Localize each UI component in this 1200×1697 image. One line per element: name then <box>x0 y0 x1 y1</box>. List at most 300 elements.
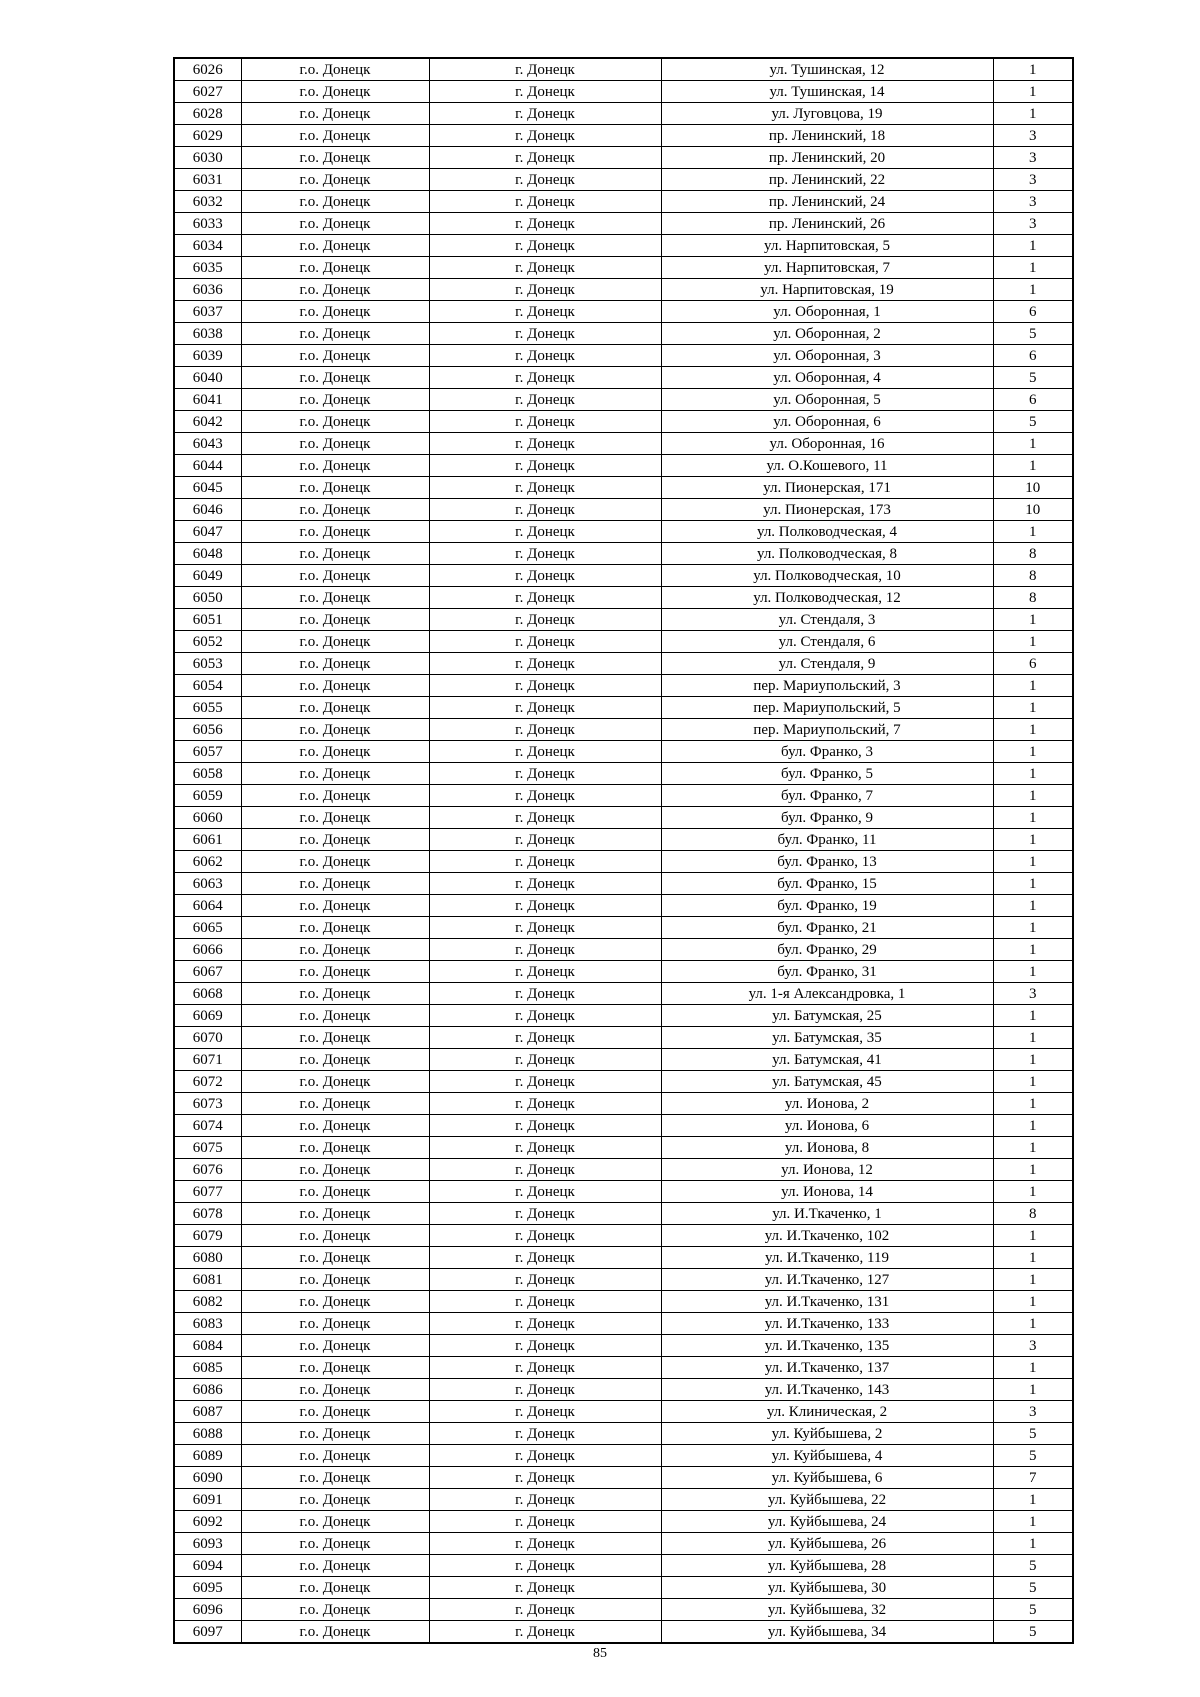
count-cell: 5 <box>993 1577 1073 1599</box>
district-cell: г.о. Донецк <box>241 1071 429 1093</box>
district-cell: г.о. Донецк <box>241 939 429 961</box>
count-cell: 6 <box>993 653 1073 675</box>
city-cell: г. Донецк <box>429 433 661 455</box>
district-cell: г.о. Донецк <box>241 697 429 719</box>
count-cell: 1 <box>993 1225 1073 1247</box>
count-cell: 6 <box>993 345 1073 367</box>
count-cell: 8 <box>993 565 1073 587</box>
row-number-cell: 6094 <box>174 1555 241 1577</box>
address-cell: ул. Стендаля, 6 <box>661 631 993 653</box>
table-row <box>174 1577 1073 1599</box>
address-cell: пр. Ленинский, 22 <box>661 169 993 191</box>
table-row <box>174 939 1073 961</box>
count-cell: 1 <box>993 1137 1073 1159</box>
count-cell: 1 <box>993 1159 1073 1181</box>
count-cell: 5 <box>993 367 1073 389</box>
table-row <box>174 411 1073 433</box>
row-number-cell: 6047 <box>174 521 241 543</box>
district-cell: г.о. Донецк <box>241 1115 429 1137</box>
address-cell: ул. Батумская, 45 <box>661 1071 993 1093</box>
table-row <box>174 785 1073 807</box>
district-cell: г.о. Донецк <box>241 301 429 323</box>
count-cell: 1 <box>993 961 1073 983</box>
count-cell: 8 <box>993 587 1073 609</box>
district-cell: г.о. Донецк <box>241 1049 429 1071</box>
count-cell: 1 <box>993 1291 1073 1313</box>
table-row <box>174 58 1073 81</box>
table-row <box>174 587 1073 609</box>
address-cell: ул. Тушинская, 14 <box>661 81 993 103</box>
city-cell: г. Донецк <box>429 279 661 301</box>
count-cell: 1 <box>993 103 1073 125</box>
count-cell: 3 <box>993 983 1073 1005</box>
table-row <box>174 433 1073 455</box>
table-row <box>174 895 1073 917</box>
city-cell: г. Донецк <box>429 103 661 125</box>
address-cell: ул. Куйбышева, 28 <box>661 1555 993 1577</box>
district-cell: г.о. Донецк <box>241 873 429 895</box>
address-cell: ул. Пионерская, 173 <box>661 499 993 521</box>
count-cell: 1 <box>993 609 1073 631</box>
city-cell: г. Донецк <box>429 345 661 367</box>
table-row <box>174 1599 1073 1621</box>
city-cell: г. Донецк <box>429 543 661 565</box>
count-cell: 1 <box>993 235 1073 257</box>
table-row <box>174 1313 1073 1335</box>
address-cell: бул. Франко, 15 <box>661 873 993 895</box>
row-number-cell: 6063 <box>174 873 241 895</box>
count-cell: 1 <box>993 1049 1073 1071</box>
row-number-cell: 6027 <box>174 81 241 103</box>
address-cell: ул. Полководческая, 8 <box>661 543 993 565</box>
address-cell: ул. Куйбышева, 26 <box>661 1533 993 1555</box>
row-number-cell: 6070 <box>174 1027 241 1049</box>
district-cell: г.о. Донецк <box>241 345 429 367</box>
city-cell: г. Донецк <box>429 587 661 609</box>
row-number-cell: 6061 <box>174 829 241 851</box>
table-row <box>174 653 1073 675</box>
district-cell: г.о. Донецк <box>241 81 429 103</box>
district-cell: г.о. Донецк <box>241 917 429 939</box>
district-cell: г.о. Донецк <box>241 785 429 807</box>
city-cell: г. Донецк <box>429 631 661 653</box>
count-cell: 1 <box>993 1511 1073 1533</box>
district-cell: г.о. Донецк <box>241 213 429 235</box>
city-cell: г. Донецк <box>429 1313 661 1335</box>
count-cell: 1 <box>993 58 1073 81</box>
count-cell: 1 <box>993 1313 1073 1335</box>
city-cell: г. Донецк <box>429 697 661 719</box>
row-number-cell: 6038 <box>174 323 241 345</box>
address-cell: ул. Пионерская, 171 <box>661 477 993 499</box>
count-cell: 5 <box>993 411 1073 433</box>
city-cell: г. Донецк <box>429 1269 661 1291</box>
address-table <box>173 57 1074 1644</box>
count-cell: 3 <box>993 191 1073 213</box>
row-number-cell: 6049 <box>174 565 241 587</box>
table-row <box>174 1247 1073 1269</box>
row-number-cell: 6052 <box>174 631 241 653</box>
address-cell: пер. Мариупольский, 5 <box>661 697 993 719</box>
row-number-cell: 6044 <box>174 455 241 477</box>
row-number-cell: 6092 <box>174 1511 241 1533</box>
district-cell: г.о. Донецк <box>241 103 429 125</box>
district-cell: г.о. Донецк <box>241 1533 429 1555</box>
address-cell: бул. Франко, 31 <box>661 961 993 983</box>
city-cell: г. Донецк <box>429 741 661 763</box>
count-cell: 3 <box>993 169 1073 191</box>
district-cell: г.о. Донецк <box>241 1181 429 1203</box>
row-number-cell: 6089 <box>174 1445 241 1467</box>
row-number-cell: 6076 <box>174 1159 241 1181</box>
address-cell: бул. Франко, 11 <box>661 829 993 851</box>
count-cell: 1 <box>993 1115 1073 1137</box>
district-cell: г.о. Донецк <box>241 1489 429 1511</box>
row-number-cell: 6093 <box>174 1533 241 1555</box>
city-cell: г. Донецк <box>429 1467 661 1489</box>
table-row <box>174 455 1073 477</box>
city-cell: г. Донецк <box>429 873 661 895</box>
city-cell: г. Донецк <box>429 411 661 433</box>
city-cell: г. Донецк <box>429 851 661 873</box>
count-cell: 5 <box>993 1621 1073 1644</box>
table-row <box>174 1027 1073 1049</box>
table-row <box>174 257 1073 279</box>
city-cell: г. Донецк <box>429 367 661 389</box>
row-number-cell: 6056 <box>174 719 241 741</box>
district-cell: г.о. Донецк <box>241 367 429 389</box>
city-cell: г. Донецк <box>429 147 661 169</box>
address-cell: ул. Полководческая, 4 <box>661 521 993 543</box>
table-row <box>174 1401 1073 1423</box>
count-cell: 3 <box>993 213 1073 235</box>
district-cell: г.о. Донецк <box>241 1027 429 1049</box>
district-cell: г.о. Донецк <box>241 1379 429 1401</box>
table-row <box>174 1115 1073 1137</box>
row-number-cell: 6080 <box>174 1247 241 1269</box>
city-cell: г. Донецк <box>429 785 661 807</box>
city-cell: г. Донецк <box>429 1247 661 1269</box>
district-cell: г.о. Донецк <box>241 763 429 785</box>
row-number-cell: 6062 <box>174 851 241 873</box>
city-cell: г. Донецк <box>429 1291 661 1313</box>
city-cell: г. Донецк <box>429 213 661 235</box>
table-row <box>174 301 1073 323</box>
row-number-cell: 6051 <box>174 609 241 631</box>
city-cell: г. Донецк <box>429 719 661 741</box>
table-row <box>174 1071 1073 1093</box>
table-row <box>174 1445 1073 1467</box>
address-cell: бул. Франко, 3 <box>661 741 993 763</box>
city-cell: г. Донецк <box>429 1599 661 1621</box>
city-cell: г. Донецк <box>429 807 661 829</box>
district-cell: г.о. Донецк <box>241 1445 429 1467</box>
address-cell: ул. О.Кошевого, 11 <box>661 455 993 477</box>
table-row <box>174 1621 1073 1644</box>
city-cell: г. Донецк <box>429 1511 661 1533</box>
row-number-cell: 6074 <box>174 1115 241 1137</box>
count-cell: 1 <box>993 1181 1073 1203</box>
city-cell: г. Донецк <box>429 1203 661 1225</box>
count-cell: 10 <box>993 477 1073 499</box>
row-number-cell: 6075 <box>174 1137 241 1159</box>
row-number-cell: 6036 <box>174 279 241 301</box>
row-number-cell: 6058 <box>174 763 241 785</box>
row-number-cell: 6071 <box>174 1049 241 1071</box>
count-cell: 1 <box>993 1357 1073 1379</box>
table-row <box>174 1423 1073 1445</box>
district-cell: г.о. Донецк <box>241 1357 429 1379</box>
city-cell: г. Донецк <box>429 1379 661 1401</box>
table-row <box>174 235 1073 257</box>
row-number-cell: 6040 <box>174 367 241 389</box>
district-cell: г.о. Донецк <box>241 675 429 697</box>
count-cell: 1 <box>993 939 1073 961</box>
row-number-cell: 6054 <box>174 675 241 697</box>
city-cell: г. Донецк <box>429 1005 661 1027</box>
count-cell: 1 <box>993 1269 1073 1291</box>
address-cell: ул. Полководческая, 12 <box>661 587 993 609</box>
address-cell: ул. Ионова, 2 <box>661 1093 993 1115</box>
city-cell: г. Донецк <box>429 565 661 587</box>
address-cell: ул. Оборонная, 5 <box>661 389 993 411</box>
city-cell: г. Донецк <box>429 609 661 631</box>
table-row <box>174 1467 1073 1489</box>
row-number-cell: 6097 <box>174 1621 241 1644</box>
table-row <box>174 961 1073 983</box>
city-cell: г. Донецк <box>429 653 661 675</box>
count-cell: 5 <box>993 1423 1073 1445</box>
row-number-cell: 6037 <box>174 301 241 323</box>
row-number-cell: 6045 <box>174 477 241 499</box>
count-cell: 3 <box>993 125 1073 147</box>
city-cell: г. Донецк <box>429 1093 661 1115</box>
table-row <box>174 81 1073 103</box>
city-cell: г. Донецк <box>429 1555 661 1577</box>
district-cell: г.о. Донецк <box>241 279 429 301</box>
district-cell: г.о. Донецк <box>241 499 429 521</box>
address-cell: ул. И.Ткаченко, 1 <box>661 1203 993 1225</box>
count-cell: 3 <box>993 1335 1073 1357</box>
district-cell: г.о. Донецк <box>241 257 429 279</box>
address-cell: ул. Нарпитовская, 19 <box>661 279 993 301</box>
table-row <box>174 675 1073 697</box>
district-cell: г.о. Донецк <box>241 58 429 81</box>
table-row <box>174 367 1073 389</box>
address-cell: пр. Ленинский, 20 <box>661 147 993 169</box>
count-cell: 6 <box>993 301 1073 323</box>
count-cell: 3 <box>993 147 1073 169</box>
row-number-cell: 6060 <box>174 807 241 829</box>
table-row <box>174 1489 1073 1511</box>
district-cell: г.о. Донецк <box>241 191 429 213</box>
count-cell: 1 <box>993 1379 1073 1401</box>
address-cell: бул. Франко, 7 <box>661 785 993 807</box>
address-cell: ул. Ионова, 6 <box>661 1115 993 1137</box>
city-cell: г. Донецк <box>429 257 661 279</box>
count-cell: 1 <box>993 829 1073 851</box>
row-number-cell: 6069 <box>174 1005 241 1027</box>
address-cell: бул. Франко, 29 <box>661 939 993 961</box>
address-cell: ул. Куйбышева, 34 <box>661 1621 993 1644</box>
count-cell: 5 <box>993 1555 1073 1577</box>
count-cell: 1 <box>993 807 1073 829</box>
district-cell: г.о. Донецк <box>241 1225 429 1247</box>
table-row <box>174 873 1073 895</box>
address-cell: пр. Ленинский, 18 <box>661 125 993 147</box>
count-cell: 1 <box>993 1071 1073 1093</box>
count-cell: 1 <box>993 1533 1073 1555</box>
address-cell: ул. Оборонная, 3 <box>661 345 993 367</box>
row-number-cell: 6088 <box>174 1423 241 1445</box>
count-cell: 1 <box>993 895 1073 917</box>
city-cell: г. Донецк <box>429 191 661 213</box>
row-number-cell: 6048 <box>174 543 241 565</box>
city-cell: г. Донецк <box>429 1049 661 1071</box>
count-cell: 1 <box>993 81 1073 103</box>
row-number-cell: 6085 <box>174 1357 241 1379</box>
address-cell: ул. Куйбышева, 6 <box>661 1467 993 1489</box>
row-number-cell: 6026 <box>174 58 241 81</box>
count-cell: 1 <box>993 1093 1073 1115</box>
district-cell: г.о. Донецк <box>241 1093 429 1115</box>
row-number-cell: 6028 <box>174 103 241 125</box>
count-cell: 1 <box>993 1247 1073 1269</box>
address-cell: бул. Франко, 13 <box>661 851 993 873</box>
address-cell: пер. Мариупольский, 3 <box>661 675 993 697</box>
table-row <box>174 1533 1073 1555</box>
row-number-cell: 6030 <box>174 147 241 169</box>
count-cell: 1 <box>993 433 1073 455</box>
city-cell: г. Донецк <box>429 301 661 323</box>
district-cell: г.о. Донецк <box>241 543 429 565</box>
city-cell: г. Донецк <box>429 1225 661 1247</box>
table-row <box>174 1159 1073 1181</box>
district-cell: г.о. Донецк <box>241 169 429 191</box>
table-row <box>174 1137 1073 1159</box>
district-cell: г.о. Донецк <box>241 829 429 851</box>
count-cell: 1 <box>993 873 1073 895</box>
table-row <box>174 191 1073 213</box>
count-cell: 8 <box>993 1203 1073 1225</box>
district-cell: г.о. Донецк <box>241 1137 429 1159</box>
row-number-cell: 6055 <box>174 697 241 719</box>
count-cell: 1 <box>993 785 1073 807</box>
district-cell: г.о. Донецк <box>241 1335 429 1357</box>
count-cell: 1 <box>993 631 1073 653</box>
address-cell: ул. Куйбышева, 30 <box>661 1577 993 1599</box>
city-cell: г. Донецк <box>429 58 661 81</box>
city-cell: г. Донецк <box>429 1489 661 1511</box>
district-cell: г.о. Донецк <box>241 477 429 499</box>
row-number-cell: 6090 <box>174 1467 241 1489</box>
table-row <box>174 763 1073 785</box>
city-cell: г. Донецк <box>429 1577 661 1599</box>
address-cell: ул. И.Ткаченко, 127 <box>661 1269 993 1291</box>
city-cell: г. Донецк <box>429 81 661 103</box>
count-cell: 1 <box>993 741 1073 763</box>
city-cell: г. Донецк <box>429 1533 661 1555</box>
row-number-cell: 6029 <box>174 125 241 147</box>
table-row <box>174 477 1073 499</box>
city-cell: г. Донецк <box>429 169 661 191</box>
address-cell: ул. Батумская, 25 <box>661 1005 993 1027</box>
table-row <box>174 1181 1073 1203</box>
count-cell: 5 <box>993 1599 1073 1621</box>
district-cell: г.о. Донецк <box>241 983 429 1005</box>
address-cell: ул. И.Ткаченко, 143 <box>661 1379 993 1401</box>
district-cell: г.о. Донецк <box>241 1423 429 1445</box>
address-cell: ул. И.Ткаченко, 137 <box>661 1357 993 1379</box>
table-row <box>174 1093 1073 1115</box>
city-cell: г. Донецк <box>429 477 661 499</box>
count-cell: 1 <box>993 521 1073 543</box>
row-number-cell: 6081 <box>174 1269 241 1291</box>
city-cell: г. Донецк <box>429 1423 661 1445</box>
address-cell: бул. Франко, 9 <box>661 807 993 829</box>
table-row <box>174 103 1073 125</box>
address-cell: ул. Луговцова, 19 <box>661 103 993 125</box>
row-number-cell: 6072 <box>174 1071 241 1093</box>
city-cell: г. Донецк <box>429 323 661 345</box>
row-number-cell: 6096 <box>174 1599 241 1621</box>
table-body <box>174 58 1073 1643</box>
district-cell: г.о. Донецк <box>241 1203 429 1225</box>
table-row <box>174 1203 1073 1225</box>
city-cell: г. Донецк <box>429 1401 661 1423</box>
district-cell: г.о. Донецк <box>241 1159 429 1181</box>
address-cell: бул. Франко, 5 <box>661 763 993 785</box>
district-cell: г.о. Донецк <box>241 653 429 675</box>
city-cell: г. Донецк <box>429 1335 661 1357</box>
district-cell: г.о. Донецк <box>241 1577 429 1599</box>
table-row <box>174 169 1073 191</box>
district-cell: г.о. Донецк <box>241 1599 429 1621</box>
address-cell: ул. Куйбышева, 2 <box>661 1423 993 1445</box>
address-cell: пер. Мариупольский, 7 <box>661 719 993 741</box>
address-cell: ул. Батумская, 41 <box>661 1049 993 1071</box>
count-cell: 1 <box>993 279 1073 301</box>
table-row <box>174 323 1073 345</box>
address-cell: ул. И.Ткаченко, 133 <box>661 1313 993 1335</box>
count-cell: 1 <box>993 1027 1073 1049</box>
table-row <box>174 697 1073 719</box>
row-number-cell: 6091 <box>174 1489 241 1511</box>
city-cell: г. Донецк <box>429 1071 661 1093</box>
district-cell: г.о. Донецк <box>241 389 429 411</box>
address-cell: ул. Нарпитовская, 7 <box>661 257 993 279</box>
district-cell: г.о. Донецк <box>241 609 429 631</box>
address-cell: ул. Батумская, 35 <box>661 1027 993 1049</box>
count-cell: 1 <box>993 455 1073 477</box>
row-number-cell: 6059 <box>174 785 241 807</box>
table-row <box>174 125 1073 147</box>
row-number-cell: 6046 <box>174 499 241 521</box>
district-cell: г.о. Донецк <box>241 741 429 763</box>
district-cell: г.о. Донецк <box>241 1467 429 1489</box>
district-cell: г.о. Донецк <box>241 1555 429 1577</box>
count-cell: 5 <box>993 323 1073 345</box>
row-number-cell: 6066 <box>174 939 241 961</box>
district-cell: г.о. Донецк <box>241 235 429 257</box>
district-cell: г.о. Донецк <box>241 521 429 543</box>
city-cell: г. Донецк <box>429 125 661 147</box>
address-cell: ул. Оборонная, 16 <box>661 433 993 455</box>
row-number-cell: 6067 <box>174 961 241 983</box>
address-cell: ул. Ионова, 8 <box>661 1137 993 1159</box>
table-row <box>174 147 1073 169</box>
row-number-cell: 6084 <box>174 1335 241 1357</box>
